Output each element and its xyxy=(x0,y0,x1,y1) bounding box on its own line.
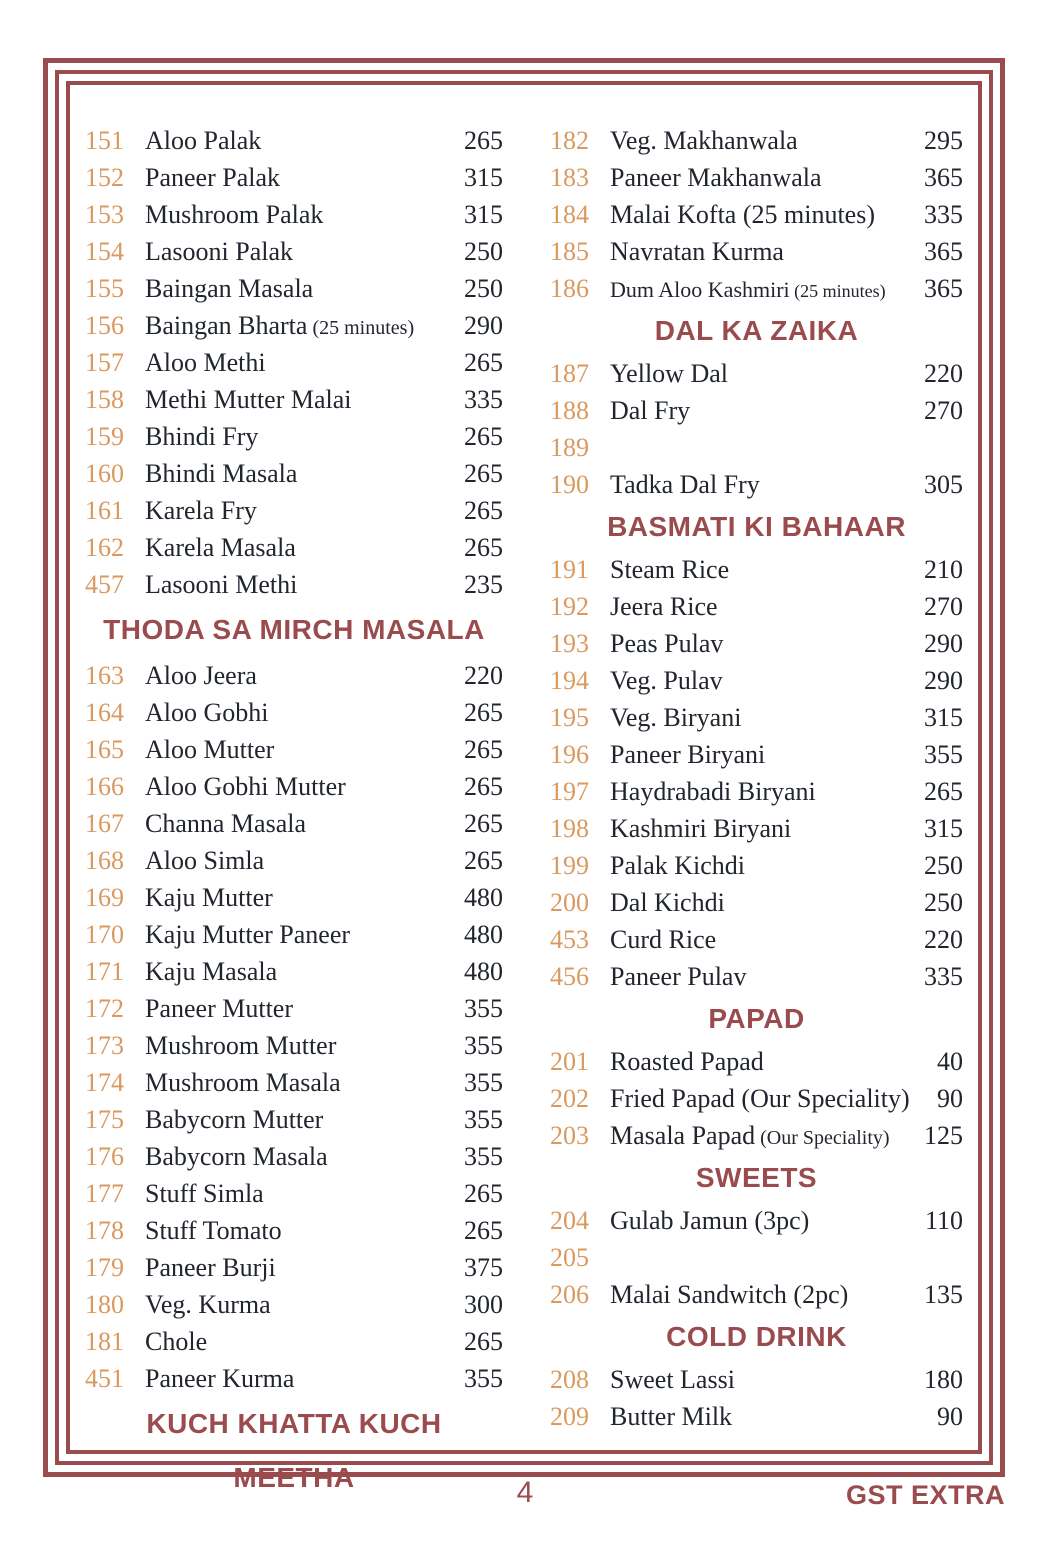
item-name: Curd Rice xyxy=(610,925,717,954)
item-price: 220 xyxy=(924,359,963,388)
item-number: 151 xyxy=(85,126,124,155)
item-price: 480 xyxy=(464,920,503,949)
item-name: Kashmiri Biryani xyxy=(610,814,792,843)
section-heading: THODA SA MIRCH MASALA xyxy=(103,614,485,645)
menu-item-row xyxy=(85,1101,503,1138)
item-number: 184 xyxy=(550,200,589,229)
item-price: 265 xyxy=(464,1327,503,1356)
item-name: Babycorn Masala xyxy=(145,1142,328,1171)
item-name: Stuff Tomato xyxy=(145,1216,282,1245)
menu-item-row xyxy=(85,1212,503,1249)
item-number: 197 xyxy=(550,777,589,806)
item-price: 355 xyxy=(924,740,963,769)
menu-column-right xyxy=(550,122,963,1435)
menu-item-row xyxy=(85,1064,503,1101)
menu-item-row xyxy=(550,392,963,429)
item-price: 365 xyxy=(924,163,963,192)
item-name: Kaju Mutter xyxy=(145,883,273,912)
item-name: Masala Papad (Our Speciality) xyxy=(610,1121,890,1150)
menu-item-row xyxy=(85,768,503,805)
item-number: 176 xyxy=(85,1142,124,1171)
menu-item-row xyxy=(550,1117,963,1154)
menu-item-row xyxy=(85,916,503,953)
item-number: 171 xyxy=(85,957,124,986)
item-number: 204 xyxy=(550,1206,589,1235)
item-name: Baingan Bharta (25 minutes) xyxy=(145,311,415,340)
item-price: 135 xyxy=(924,1280,963,1309)
item-price: 180 xyxy=(924,1365,963,1394)
item-price: 290 xyxy=(924,666,963,695)
item-note: (25 minutes) xyxy=(789,281,886,301)
menu-item-row xyxy=(85,657,503,694)
item-price: 265 xyxy=(464,772,503,801)
item-number: 175 xyxy=(85,1105,124,1134)
menu-item-row xyxy=(550,1361,963,1398)
item-name: Dal Fry xyxy=(610,396,691,425)
item-price: 365 xyxy=(924,237,963,266)
menu-item-row xyxy=(550,1276,963,1313)
item-name: Palak Kichdi xyxy=(610,851,746,880)
item-price: 250 xyxy=(924,888,963,917)
item-name: Steam Rice xyxy=(610,555,730,584)
menu-item-row xyxy=(550,196,963,233)
item-number: 189 xyxy=(550,433,589,462)
item-price: 265 xyxy=(464,698,503,727)
item-number: 161 xyxy=(85,496,124,525)
item-price: 265 xyxy=(464,126,503,155)
section-heading: DAL KA ZAIKA xyxy=(654,315,859,346)
section-heading: PAPAD xyxy=(708,1003,805,1034)
item-price: 355 xyxy=(464,1105,503,1134)
item-price: 375 xyxy=(464,1253,503,1282)
item-number: 173 xyxy=(85,1031,124,1060)
item-price: 265 xyxy=(464,533,503,562)
item-name: Aloo Palak xyxy=(145,126,262,155)
menu-item-row xyxy=(85,270,503,307)
item-price: 355 xyxy=(464,1364,503,1393)
item-number: 188 xyxy=(550,396,589,425)
item-price: 250 xyxy=(924,851,963,880)
menu-item-row xyxy=(85,805,503,842)
item-name: Paneer Biryani xyxy=(610,740,766,769)
item-name: Bhindi Fry xyxy=(145,422,259,451)
menu-item-row xyxy=(85,196,503,233)
item-name: Veg. Pulav xyxy=(610,666,723,695)
menu-item-row xyxy=(550,1202,963,1239)
item-name: Navratan Kurma xyxy=(610,237,784,266)
menu-item-row xyxy=(85,1286,503,1323)
item-price: 315 xyxy=(924,703,963,732)
item-name: Chole xyxy=(145,1327,208,1356)
item-number: 208 xyxy=(550,1365,589,1394)
section-heading: BASMATI KI BAHAAR xyxy=(607,511,906,542)
item-name: Aloo Mutter xyxy=(145,735,275,764)
section-heading: KUCH KHATTA KUCH MEETHA xyxy=(146,1408,442,1493)
menu-item-row xyxy=(85,694,503,731)
item-price: 250 xyxy=(464,237,503,266)
item-name: Aloo Methi xyxy=(145,348,266,377)
menu-item-row xyxy=(550,355,963,392)
item-price: 250 xyxy=(464,274,503,303)
item-price: 265 xyxy=(464,1216,503,1245)
menu-column-left xyxy=(85,122,503,1493)
item-price: 270 xyxy=(924,592,963,621)
menu-item-row xyxy=(550,588,963,625)
item-price: 265 xyxy=(464,846,503,875)
menu-item-row xyxy=(550,958,963,995)
item-name: Lasooni Methi xyxy=(145,570,298,599)
item-number: 206 xyxy=(550,1280,589,1309)
item-number: 181 xyxy=(85,1327,124,1356)
menu-item-row xyxy=(550,736,963,773)
menu-item-row xyxy=(550,699,963,736)
item-name: Stuff Simla xyxy=(145,1179,264,1208)
item-name: Paneer Palak xyxy=(145,163,281,192)
item-name: Paneer Makhanwala xyxy=(610,163,822,192)
item-name: Mushroom Mutter xyxy=(145,1031,337,1060)
item-price: 355 xyxy=(464,1068,503,1097)
item-price: 480 xyxy=(464,957,503,986)
item-number: 194 xyxy=(550,666,589,695)
menu-item-row xyxy=(550,810,963,847)
menu-item-row xyxy=(85,492,503,529)
item-name: Fried Papad (Our Speciality) xyxy=(610,1084,910,1113)
item-name: Mushroom Palak xyxy=(145,200,324,229)
item-number: 180 xyxy=(85,1290,124,1319)
item-name: Roasted Papad xyxy=(610,1047,764,1076)
item-price: 305 xyxy=(924,470,963,499)
menu-item-row xyxy=(85,529,503,566)
menu-item-row xyxy=(85,122,503,159)
item-number: 158 xyxy=(85,385,124,414)
item-number: 153 xyxy=(85,200,124,229)
item-number: 187 xyxy=(550,359,589,388)
menu-item-row xyxy=(85,731,503,768)
item-name: Dal Kichdi xyxy=(610,888,725,917)
item-number: 167 xyxy=(85,809,124,838)
item-note: (25 minutes) xyxy=(307,317,415,339)
item-number: 185 xyxy=(550,237,589,266)
menu-item-row xyxy=(85,233,503,270)
item-price: 220 xyxy=(464,661,503,690)
item-note: (Our Speciality) xyxy=(755,1127,890,1149)
menu-item-row xyxy=(85,1175,503,1212)
item-name: Babycorn Mutter xyxy=(145,1105,324,1134)
item-number: 170 xyxy=(85,920,124,949)
item-price: 290 xyxy=(464,311,503,340)
item-number: 201 xyxy=(550,1047,589,1076)
item-price: 265 xyxy=(464,496,503,525)
menu-item-row xyxy=(550,1239,963,1276)
menu-item-row xyxy=(550,1043,963,1080)
menu-item-row xyxy=(550,847,963,884)
item-number: 451 xyxy=(85,1364,124,1393)
menu-item-row xyxy=(85,159,503,196)
item-number: 205 xyxy=(550,1243,589,1272)
item-price: 335 xyxy=(464,385,503,414)
item-number: 200 xyxy=(550,888,589,917)
item-price: 335 xyxy=(924,962,963,991)
item-number: 152 xyxy=(85,163,124,192)
menu-item-row xyxy=(550,159,963,196)
item-number: 174 xyxy=(85,1068,124,1097)
item-price: 210 xyxy=(924,555,963,584)
item-price: 270 xyxy=(924,396,963,425)
item-price: 315 xyxy=(464,163,503,192)
menu-item-row xyxy=(550,551,963,588)
item-number: 193 xyxy=(550,629,589,658)
item-name: Veg. Biryani xyxy=(610,703,742,732)
item-number: 169 xyxy=(85,883,124,912)
item-name: Paneer Burji xyxy=(145,1253,276,1282)
menu-item-row xyxy=(550,1080,963,1117)
section-heading: SWEETS xyxy=(695,1162,818,1193)
item-name: Jeera Rice xyxy=(610,592,718,621)
item-name: Aloo Gobhi Mutter xyxy=(145,772,346,801)
section-heading: COLD DRINK xyxy=(666,1321,847,1352)
item-name: Karela Masala xyxy=(145,533,296,562)
item-name: Dum Aloo Kashmiri (25 minutes) xyxy=(610,277,886,302)
item-number: 199 xyxy=(550,851,589,880)
item-price: 265 xyxy=(924,777,963,806)
item-price: 265 xyxy=(464,459,503,488)
item-name: Gulab Jamun (3pc) xyxy=(610,1206,810,1235)
item-price: 265 xyxy=(464,809,503,838)
item-price: 355 xyxy=(464,1142,503,1171)
item-number: 168 xyxy=(85,846,124,875)
gst-extra-note: GST EXTRA xyxy=(845,1480,1005,1510)
item-name: Kaju Masala xyxy=(145,957,278,986)
item-name: Malai Sandwitch (2pc) xyxy=(610,1280,849,1309)
item-number: 195 xyxy=(550,703,589,732)
item-price: 315 xyxy=(464,200,503,229)
item-number: 177 xyxy=(85,1179,124,1208)
menu-item-row xyxy=(550,466,963,503)
menu-item-row xyxy=(550,662,963,699)
item-price: 40 xyxy=(937,1047,963,1076)
menu-item-row xyxy=(85,953,503,990)
item-name: Malai Kofta (25 minutes) xyxy=(610,200,875,229)
item-number: 163 xyxy=(85,661,124,690)
item-name: Mushroom Masala xyxy=(145,1068,341,1097)
item-name: Methi Mutter Malai xyxy=(145,385,352,414)
item-price: 90 xyxy=(937,1402,963,1431)
menu-item-row xyxy=(550,625,963,662)
menu-item-row xyxy=(85,879,503,916)
menu-item-row xyxy=(85,455,503,492)
item-number: 159 xyxy=(85,422,124,451)
item-number: 162 xyxy=(85,533,124,562)
item-price: 265 xyxy=(464,1179,503,1208)
item-number: 183 xyxy=(550,163,589,192)
item-name: Paneer Pulav xyxy=(610,962,747,991)
item-number: 155 xyxy=(85,274,124,303)
item-name: Karela Fry xyxy=(145,496,257,525)
item-name: Aloo Gobhi xyxy=(145,698,269,727)
menu-item-row xyxy=(550,884,963,921)
menu-item-row xyxy=(550,233,963,270)
item-name: Veg. Makhanwala xyxy=(610,126,798,155)
item-number: 186 xyxy=(550,274,589,303)
menu-item-row xyxy=(550,1398,963,1435)
item-price: 480 xyxy=(464,883,503,912)
item-price: 265 xyxy=(464,735,503,764)
item-number: 164 xyxy=(85,698,124,727)
item-number: 456 xyxy=(550,962,589,991)
item-name: Aloo Jeera xyxy=(145,661,257,690)
item-name: Paneer Mutter xyxy=(145,994,294,1023)
menu-item-row xyxy=(85,1360,503,1397)
item-number: 157 xyxy=(85,348,124,377)
item-number: 166 xyxy=(85,772,124,801)
item-price: 220 xyxy=(924,925,963,954)
item-number: 190 xyxy=(550,470,589,499)
menu-item-row xyxy=(85,344,503,381)
menu-item-row xyxy=(550,270,963,307)
item-price: 355 xyxy=(464,1031,503,1060)
item-number: 172 xyxy=(85,994,124,1023)
item-number: 196 xyxy=(550,740,589,769)
item-name: Lasooni Palak xyxy=(145,237,294,266)
item-price: 315 xyxy=(924,814,963,843)
item-number: 453 xyxy=(550,925,589,954)
item-number: 160 xyxy=(85,459,124,488)
item-price: 90 xyxy=(937,1084,963,1113)
menu-item-row xyxy=(550,122,963,159)
item-number: 209 xyxy=(550,1402,589,1431)
item-number: 192 xyxy=(550,592,589,621)
item-name: Aloo Simla xyxy=(145,846,265,875)
menu-item-row xyxy=(85,566,503,603)
item-price: 235 xyxy=(464,570,503,599)
item-number: 202 xyxy=(550,1084,589,1113)
item-price: 300 xyxy=(464,1290,503,1319)
menu-item-row xyxy=(550,773,963,810)
item-number: 156 xyxy=(85,311,124,340)
item-price: 265 xyxy=(464,422,503,451)
item-name: Kaju Mutter Paneer xyxy=(145,920,351,949)
item-number: 178 xyxy=(85,1216,124,1245)
item-price: 290 xyxy=(924,629,963,658)
item-name: Channa Masala xyxy=(145,809,307,838)
menu-item-row xyxy=(85,990,503,1027)
item-number: 203 xyxy=(550,1121,589,1150)
item-price: 295 xyxy=(924,126,963,155)
item-number: 198 xyxy=(550,814,589,843)
item-number: 182 xyxy=(550,126,589,155)
item-name: Butter Milk xyxy=(610,1402,733,1431)
item-name: Baingan Masala xyxy=(145,274,314,303)
item-number: 179 xyxy=(85,1253,124,1282)
item-name: Peas Pulav xyxy=(610,629,724,658)
menu-item-row xyxy=(85,1138,503,1175)
item-name: Paneer Kurma xyxy=(145,1364,295,1393)
item-name: Tadka Dal Fry xyxy=(610,470,760,499)
item-name: Haydrabadi Biryani xyxy=(610,777,816,806)
menu-item-row xyxy=(85,842,503,879)
menu-item-row xyxy=(550,921,963,958)
item-name: Veg. Kurma xyxy=(145,1290,271,1319)
menu-item-row xyxy=(85,307,503,344)
item-number: 154 xyxy=(85,237,124,266)
item-number: 165 xyxy=(85,735,124,764)
menu-item-row xyxy=(85,418,503,455)
item-number: 457 xyxy=(85,570,124,599)
item-name: Bhindi Masala xyxy=(145,459,298,488)
item-price: 365 xyxy=(924,274,963,303)
item-price: 125 xyxy=(924,1121,963,1150)
item-price: 265 xyxy=(464,348,503,377)
menu-item-row xyxy=(85,1323,503,1360)
item-number: 191 xyxy=(550,555,589,584)
item-price: 355 xyxy=(464,994,503,1023)
page-number: 4 xyxy=(516,1476,534,1509)
menu-item-row xyxy=(85,1027,503,1064)
menu-item-row xyxy=(85,1249,503,1286)
item-name: Yellow Dal xyxy=(610,359,728,388)
item-name: Sweet Lassi xyxy=(610,1365,735,1394)
item-price: 335 xyxy=(924,200,963,229)
menu-item-row xyxy=(550,429,963,466)
menu-item-row xyxy=(85,381,503,418)
item-price: 110 xyxy=(924,1206,963,1235)
